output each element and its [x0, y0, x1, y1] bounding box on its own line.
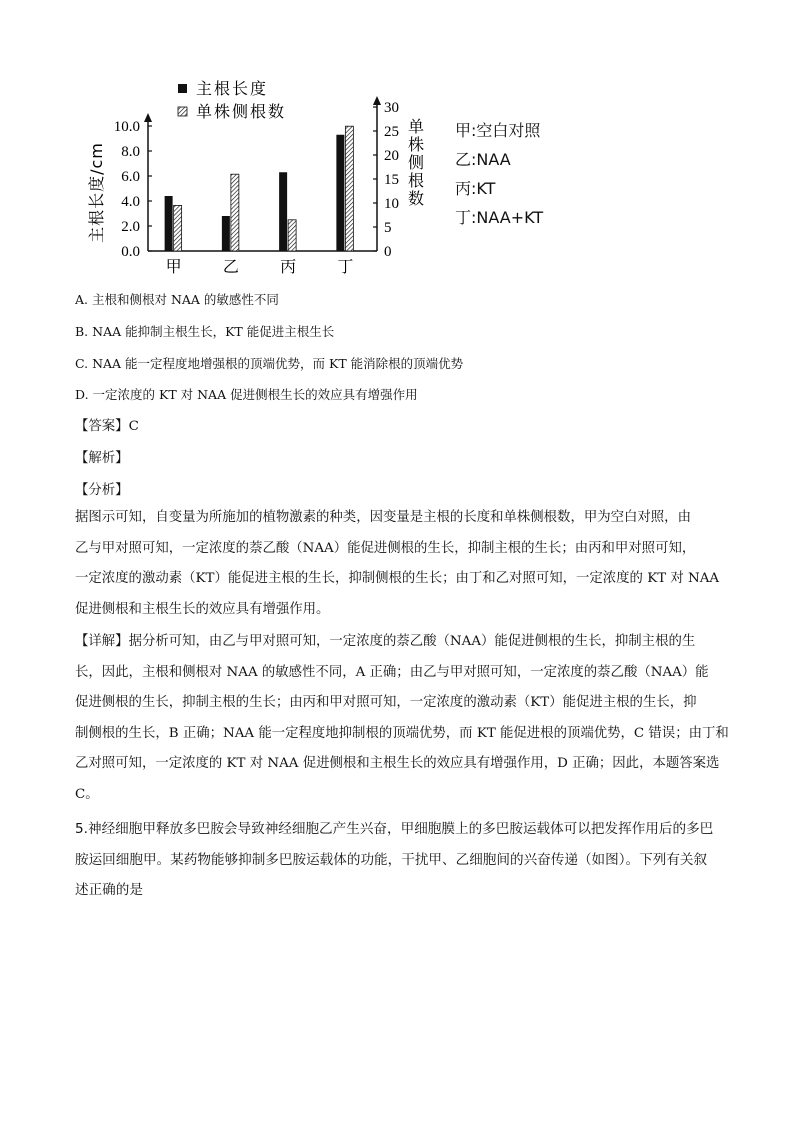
legend-label: 主根长度 [196, 80, 269, 98]
legend-swatch-hatched [178, 107, 187, 116]
analysis-line: 一定浓度的激动素（KT）能促进主根的生长，抑制侧根的生长；由丁和乙对照可知，一定浓度的 KT 对 NAA [75, 571, 720, 586]
bar-lateral-root-count [174, 205, 182, 251]
analysis-line: 促进侧根和主根生长的效应具有增强作用。 [75, 601, 330, 617]
detail-line: 制侧根的生长，B 正确；NAA 能一定程度地抑制根的顶端优势，而 KT 能促进根的顶端优势，C 错误；由丁和 [75, 725, 729, 741]
y-axis-label: 主根长度/cm [87, 142, 106, 243]
y2-tick-label: 10 [384, 196, 399, 212]
y-tick-label: 2.0 [121, 219, 140, 235]
detail-first-line [75, 627, 725, 658]
detail-paragraph [75, 627, 729, 810]
jiexi-tag: 【解析】 [75, 451, 129, 466]
y2-tick-label: 30 [384, 100, 399, 116]
y2-tick-label: 20 [384, 148, 399, 164]
answer-value: C [128, 419, 139, 434]
y2-axis-label-char: 株 [407, 135, 425, 154]
y-tick-label: 8.0 [121, 144, 140, 160]
detail-first-text: 据分析可知，由乙与甲对照可知，一定浓度的萘乙酸（NAA）能促进侧根的生长，抑制主根的生 [128, 634, 696, 649]
treatment-key [455, 116, 543, 232]
question-line: 胺运回细胞甲。某药物能够抑制多巴胺运载体的功能，干扰甲、乙细胞间的兴奋传递（如图）。下列有关叙 [75, 851, 708, 868]
bar-lateral-root-count [231, 174, 239, 251]
bar-main-root-length [165, 196, 173, 251]
detail-line: 促进侧根的生长，抑制主根的生长；由丙和甲对照可知，一定浓度的激动素（KT）能促进主根的生长，抑 [75, 695, 697, 710]
y-tick-label: 10.0 [113, 119, 140, 135]
answer-line [75, 415, 139, 434]
key-item: 丙:KT [455, 179, 496, 198]
x-tick-label: 甲 [165, 257, 182, 276]
x-tick-label: 乙 [222, 257, 239, 276]
bar-main-root-length [279, 172, 287, 251]
y2-axis-label-char: 数 [407, 189, 425, 208]
fenxi-tag: 【分析】 [75, 483, 129, 498]
y-tick-label: 0.0 [121, 244, 140, 260]
answer-tag: 【答案】 [75, 419, 129, 434]
detail-line: 乙对照可知，一定浓度的 KT 对 NAA 促进侧根和主根生长的效应具有增强作用，D 正确；因此，本题答案选 [75, 756, 720, 771]
analysis-line: 据图示可知，自变量为所施加的植物激素的种类，因变量是主根的长度和单株侧根数，甲为空白对照，由 [75, 510, 691, 525]
analysis-paragraph [75, 503, 725, 625]
option-a: A. 主根和侧根对 NAA 的敏感性不同 [75, 292, 279, 307]
left-axis-arrow [144, 113, 152, 122]
option-c: C. NAA 能一定程度地增强根的顶端优势，而 KT 能消除根的顶端优势 [75, 356, 464, 371]
legend-label: 单株侧根数 [196, 102, 287, 121]
bar-lateral-root-count [345, 126, 353, 251]
right-axis-arrow [373, 96, 381, 105]
question-line: 5.神经细胞甲释放多巴胺会导致神经细胞乙产生兴奋，甲细胞膜上的多巴胺运载体可以把发挥作用后的多巴 [75, 821, 714, 837]
y2-tick-label: 5 [384, 220, 392, 236]
y2-tick-label: 15 [384, 172, 399, 188]
x-tick-label: 丁 [337, 257, 354, 276]
y2-axis-label-char: 侧 [407, 153, 425, 172]
question-line: 述正确的是 [75, 882, 143, 898]
key-item: 乙:NAA [455, 150, 511, 169]
y2-axis-label-char: 根 [407, 171, 425, 190]
bar-lateral-root-count [288, 220, 296, 251]
detail-tag: 【详解】 [75, 634, 129, 649]
question-5 [75, 814, 725, 906]
detail-line: C。 [75, 786, 99, 802]
y-tick-label: 6.0 [121, 169, 140, 185]
detail-line: 长，因此，主根和侧根对 NAA 的敏感性不同，A 正确；由乙与甲对照可知，一定浓度的萘乙酸（NAA）能 [75, 664, 709, 680]
legend-swatch-solid [178, 84, 187, 93]
option-b: B. NAA 能抑制主根生长，KT 能促进主根生长 [75, 324, 335, 339]
x-tick-label: 丙 [280, 257, 297, 276]
key-item: 甲:空白对照 [455, 121, 541, 140]
bar-main-root-length [336, 135, 344, 251]
y2-axis-label-char: 单 [407, 117, 425, 136]
option-d: D. 一定浓度的 KT 对 NAA 促进侧根生长的效应具有增强作用 [75, 387, 418, 402]
analysis-line: 乙与甲对照可知，一定浓度的萘乙酸（NAA）能促进侧根的生长，抑制主根的生长；由丙和甲对照可知， [75, 540, 696, 556]
y2-tick-label: 0 [384, 244, 392, 260]
y-tick-label: 4.0 [121, 194, 140, 210]
y2-tick-label: 25 [384, 124, 399, 140]
key-item: 丁:NAA+KT [455, 208, 544, 227]
bar-main-root-length [222, 216, 230, 251]
